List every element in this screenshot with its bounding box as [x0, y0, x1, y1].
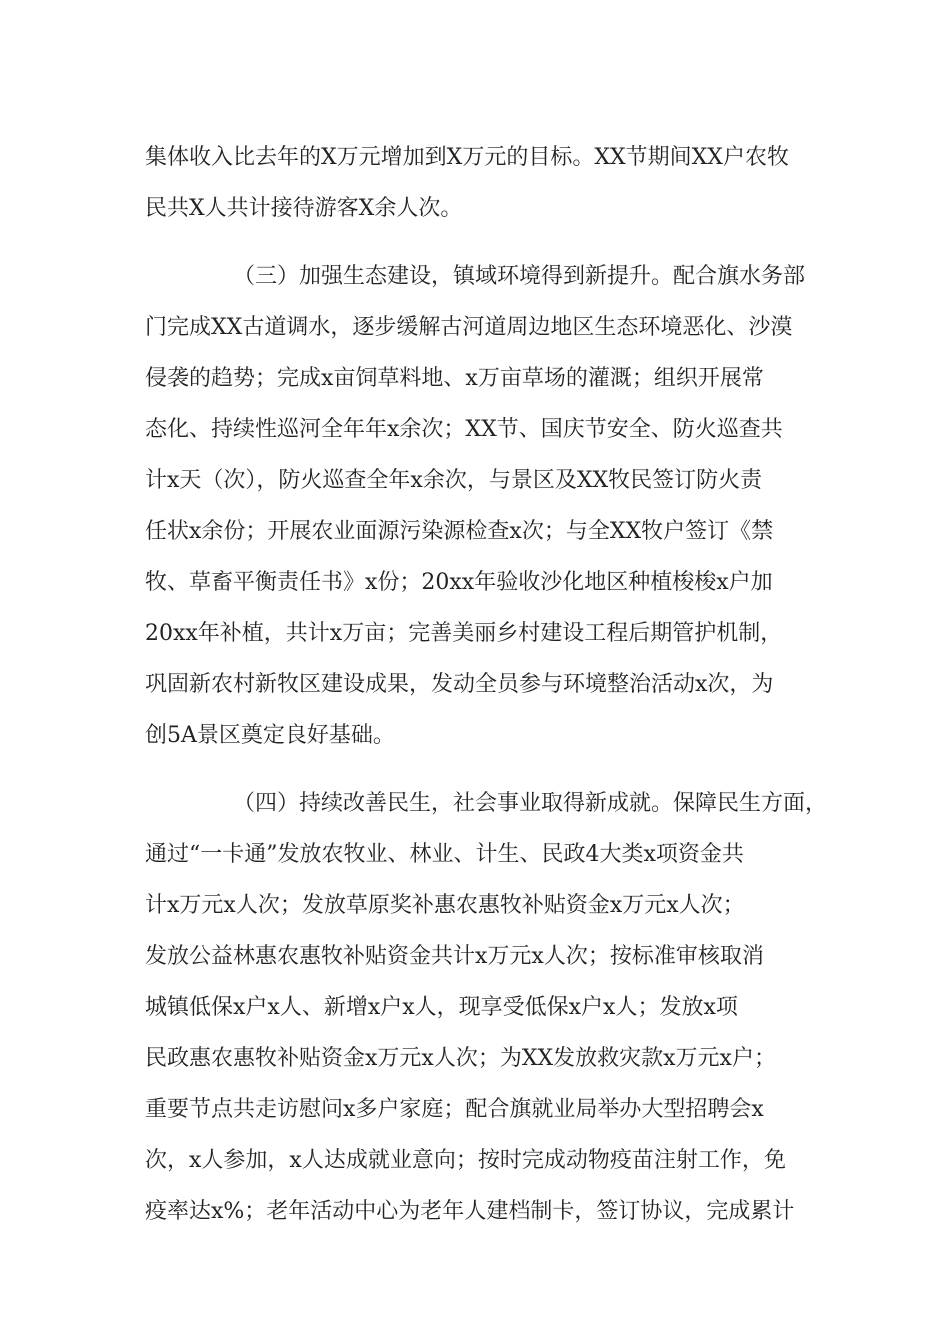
text-line: 重要节点共走访慰问x多户家庭；配合旗就业局举办大型招聘会x: [145, 1097, 764, 1122]
text-line: 牧、草畜平衡责任书》x份；20xx年验收沙化地区种植梭梭x户加: [145, 570, 773, 595]
text-line: 侵袭的趋势；完成x亩饲草料地、x万亩草场的灌溉；组织开展常: [145, 366, 764, 391]
text-line: 计x天（次），防火巡查全年x余次，与景区及XX牧民签订防火责: [145, 468, 763, 493]
paragraph-spacer: [145, 761, 805, 778]
text-line: 城镇低保x户x人、新增x户x人，现享受低保x户x人；发放x项: [145, 995, 738, 1020]
paragraph-spacer: [145, 234, 805, 251]
text-line: 疫率达x%；老年活动中心为老年人建档制卡，签订协议，完成累计: [145, 1199, 795, 1224]
text-line: 20xx年补植，共计x万亩；完善美丽乡村建设工程后期管护机制，: [145, 621, 783, 646]
text-line: 集体收入比去年的X万元增加到X万元的目标。XX节期间XX户农牧: [145, 145, 789, 170]
text-line: 计x万元x人次；发放草原奖补惠农惠牧补贴资金x万元x人次；: [145, 893, 745, 918]
text-line: （四）持续改善民生，社会事业取得新成就。保障民生方面，: [233, 791, 828, 816]
text-line: 巩固新农村新牧区建设成果，发动全员参与环境整治活动x次，为: [145, 672, 774, 697]
text-line: 发放公益林惠农惠牧补贴资金共计x万元x人次；按标准审核取消: [145, 944, 764, 969]
text-line: 通过“一卡通”发放农牧业、林业、计生、民政4大类x项资金共: [145, 842, 744, 867]
text-line: 民政惠农惠牧补贴资金x万元x人次；为XX发放救灾款x万元x户；: [145, 1046, 776, 1071]
text-line: 态化、持续性巡河全年年x余次；XX节、国庆节安全、防火巡查共: [145, 417, 783, 442]
text-line: 创5A景区奠定良好基础。: [145, 723, 395, 748]
text-line: 任状x余份；开展农业面源污染源检查x次；与全XX牧户签订《禁: [145, 519, 774, 544]
text-line: （三）加强生态建设，镇域环境得到新提升。配合旗水务部: [233, 264, 806, 289]
text-line: 次，x人参加，x人达成就业意向；按时完成动物疫苗注射工作，免: [145, 1148, 786, 1173]
text-line: 民共X人共计接待游客X余人次。: [145, 196, 463, 221]
paragraph-livelihood-improvement: [145, 778, 828, 1237]
text-line: 门完成XX古道调水，逐步缓解古河道周边地区生态环境恶化、沙漠: [145, 315, 793, 340]
paragraph-collective-income: [145, 132, 805, 234]
document-body: [145, 132, 828, 1237]
paragraph-ecological-construction: [145, 251, 805, 761]
